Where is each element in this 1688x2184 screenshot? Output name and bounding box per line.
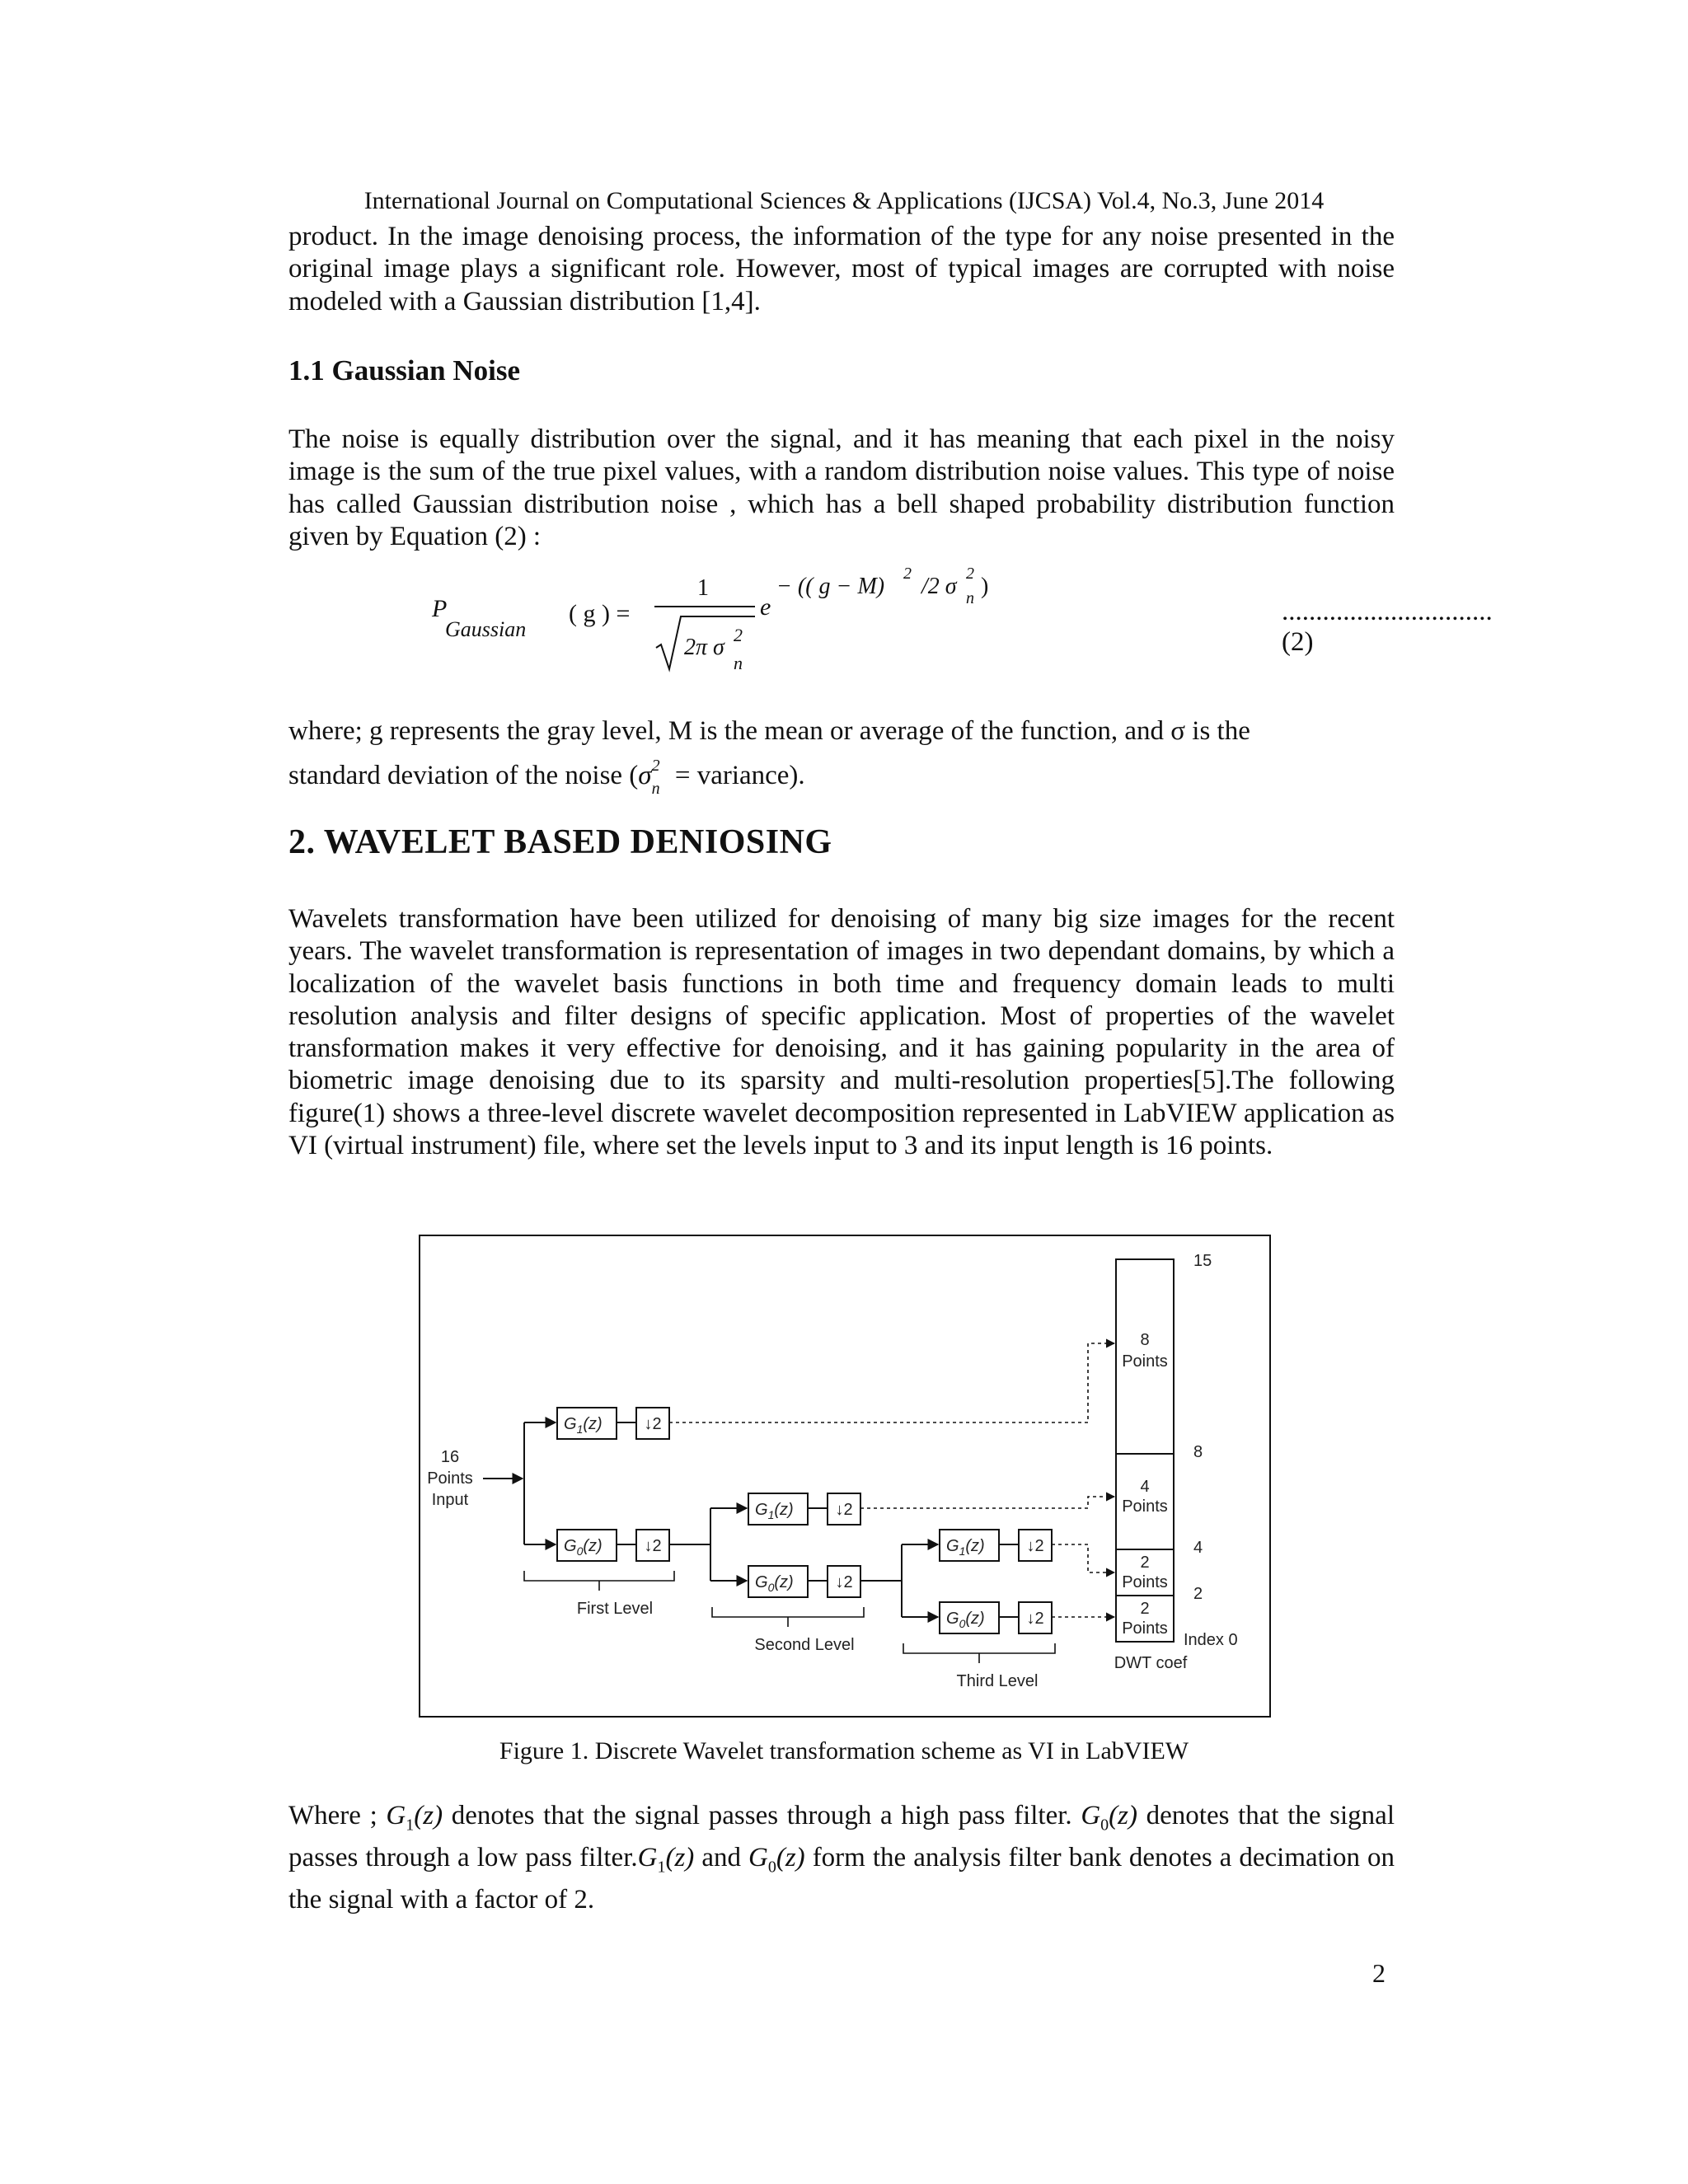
dwt-block-8-unit: Points bbox=[1122, 1352, 1168, 1371]
where2-part4: form the analysis filter bank denotes a decimation on the signal with a factor of 2. bbox=[288, 1842, 1395, 1915]
where-line-1: where; g represents the gray level, M is the mean or average of the function, and σ is the bbox=[288, 716, 1250, 746]
where-sigma bbox=[638, 757, 668, 798]
first-level-label: First Level bbox=[576, 1600, 654, 1618]
where-sigma-sub: n bbox=[651, 779, 660, 798]
second-level-label: Second Level bbox=[754, 1636, 855, 1654]
eq-numerator: 1 bbox=[697, 575, 709, 601]
where-line-2-suffix: = variance). bbox=[668, 761, 805, 790]
eq-exponent-sigma-sup: 2 bbox=[966, 565, 974, 583]
filter-description-paragraph bbox=[288, 1800, 1395, 1916]
intro-paragraph: product. In the image denoising process, the information of the type for any noise presented in the original image plays a significant role. However, most of typical images are corrupted with noise modeled with a Gaussian distribution [1,4]. bbox=[288, 222, 1395, 316]
level1-g0-downsample-label: ↓2 bbox=[644, 1537, 662, 1555]
equation-2 bbox=[288, 565, 1395, 689]
input-label-16: 16 bbox=[440, 1448, 460, 1466]
level1-g1-downsample-label: ↓2 bbox=[644, 1415, 662, 1433]
third-level-label: Third Level bbox=[956, 1672, 1039, 1690]
where-sigma-symbol: σ bbox=[638, 761, 652, 790]
gaussian-noise-paragraph: The noise is equally distribution over the signal, and it has meaning that each pixel in the noisy image is the sum of the true pixel values, with a random distribution noise values. This type of noise has called Gaussian distribution noise , which has a bell shaped probability distribution function given by Equation (2) : bbox=[288, 424, 1395, 551]
where2-g1b-sub: 1 bbox=[657, 1858, 666, 1877]
dwt-block-2b-count: 2 bbox=[1140, 1600, 1150, 1618]
section-heading-wavelet: 2. WAVELET BASED DENIOSING bbox=[288, 823, 832, 861]
eq-exponent-sup: 2 bbox=[903, 565, 912, 583]
eq-denominator-sup: 2 bbox=[734, 625, 743, 645]
dwt-block-2a-count: 2 bbox=[1140, 1554, 1150, 1572]
where2-z3: (z) bbox=[665, 1842, 695, 1872]
where2-g1-sub: 1 bbox=[406, 1816, 415, 1835]
where2-z2: (z) bbox=[1109, 1801, 1137, 1830]
level2-g0-downsample-label: ↓2 bbox=[835, 1573, 853, 1591]
level1-g0-label: $G_0(z)$ bbox=[564, 1537, 603, 1558]
eq-exp-base: e bbox=[760, 593, 771, 621]
eq-exponent-mid: /2 σ bbox=[921, 574, 957, 599]
where2-g0: G bbox=[1081, 1801, 1101, 1830]
where-line-2 bbox=[288, 757, 805, 798]
dwt-coef-label: DWT coef bbox=[1114, 1654, 1188, 1672]
level2-g1-label: $G_1(z)$ bbox=[755, 1501, 794, 1521]
index-label-0: Index 0 bbox=[1184, 1631, 1238, 1649]
wavelet-paragraph: Wavelets transformation have been utilized for denoising of many big size images for the recent years. The wavelet transformation is representation of images in two dependant domains, by which a localization of the wavelet basis functions in both time and frequency domain leads to multi resolution analysis and filter designs of specific application. Most of properties of the wavelet transformation makes it very effective for denoising, and it has gaining popularity in the area of biometric image denoising due to its sparsity and multi-resolution properties[5].The following figure(1) shows a three-level discrete wavelet decomposition represented in LabVIEW application as VI (virtual instrument) file, where set the levels input to 3 and its input length is 16 points. bbox=[288, 904, 1395, 1161]
level2-g1-downsample-label: ↓2 bbox=[835, 1501, 853, 1519]
eq-denominator: 2π σ bbox=[684, 635, 724, 660]
where2-g0b-sub: 0 bbox=[767, 1858, 776, 1877]
dwt-block-4-count: 4 bbox=[1140, 1478, 1150, 1496]
dwt-block-8-count: 8 bbox=[1140, 1331, 1150, 1349]
equation-tag: ...............................(2) bbox=[1282, 597, 1493, 657]
running-head: International Journal on Computational Sciences & Applications (IJCSA) Vol.4, No.3, June 2014 bbox=[363, 187, 1325, 214]
eq-exponent-close: ) bbox=[981, 574, 989, 599]
level2-g0-label: $G_0(z)$ bbox=[755, 1573, 794, 1594]
level3-g0-downsample-label: ↓2 bbox=[1026, 1610, 1044, 1628]
where2-part1: denotes that the signal passes through a high pass filter. bbox=[443, 1801, 1081, 1830]
level1-g1-label: $G_1(z)$ bbox=[564, 1415, 603, 1436]
level3-g1-downsample-label: ↓2 bbox=[1026, 1537, 1044, 1555]
where-line-2-prefix: standard deviation of the noise ( bbox=[288, 761, 639, 790]
index-label-2: 2 bbox=[1193, 1585, 1203, 1603]
figure-1-dwt-diagram bbox=[419, 1235, 1271, 1718]
level3-g0-label: $G_0(z)$ bbox=[946, 1610, 985, 1630]
where2-part3: and bbox=[694, 1842, 748, 1872]
figure-1-caption: Figure 1. Discrete Wavelet transformation scheme as VI in LabVIEW bbox=[499, 1737, 1189, 1765]
where2-prefix: Where ; bbox=[288, 1801, 387, 1830]
dwt-block-2a-unit: Points bbox=[1122, 1573, 1168, 1591]
index-label-15: 15 bbox=[1193, 1252, 1212, 1270]
where2-g0-sub: 0 bbox=[1100, 1816, 1109, 1835]
where2-g1: G bbox=[386, 1801, 406, 1830]
where2-part2: denotes that the signal passes through a low pass filter. bbox=[288, 1801, 1395, 1872]
eq-lhs-subscript: Gaussian bbox=[445, 617, 527, 641]
eq-argument: ( g ) = bbox=[569, 600, 631, 627]
eq-exponent-sigma-sub: n bbox=[966, 589, 974, 607]
eq-denominator-sub: n bbox=[734, 653, 743, 673]
level3-g1-label: $G_1(z)$ bbox=[946, 1537, 985, 1558]
dwt-block-4-unit: Points bbox=[1122, 1497, 1168, 1516]
page-number: 2 bbox=[1372, 1958, 1386, 1988]
where2-g0b: G bbox=[748, 1842, 768, 1872]
input-label-points: Points bbox=[427, 1469, 473, 1488]
section-heading-gaussian-noise: 1.1 Gaussian Noise bbox=[288, 354, 521, 387]
eq-lhs-symbol: P bbox=[432, 595, 448, 622]
where2-z1: (z) bbox=[414, 1801, 443, 1830]
index-label-8: 8 bbox=[1193, 1443, 1203, 1461]
where2-g1b: G bbox=[637, 1842, 658, 1872]
eq-exponent: − (( g − M) bbox=[776, 574, 885, 599]
where2-z4: (z) bbox=[776, 1842, 805, 1872]
dwt-block-2b-unit: Points bbox=[1122, 1619, 1168, 1638]
index-label-4: 4 bbox=[1193, 1539, 1203, 1557]
where-sigma-sup: 2 bbox=[651, 757, 660, 775]
input-label-input: Input bbox=[431, 1491, 469, 1509]
